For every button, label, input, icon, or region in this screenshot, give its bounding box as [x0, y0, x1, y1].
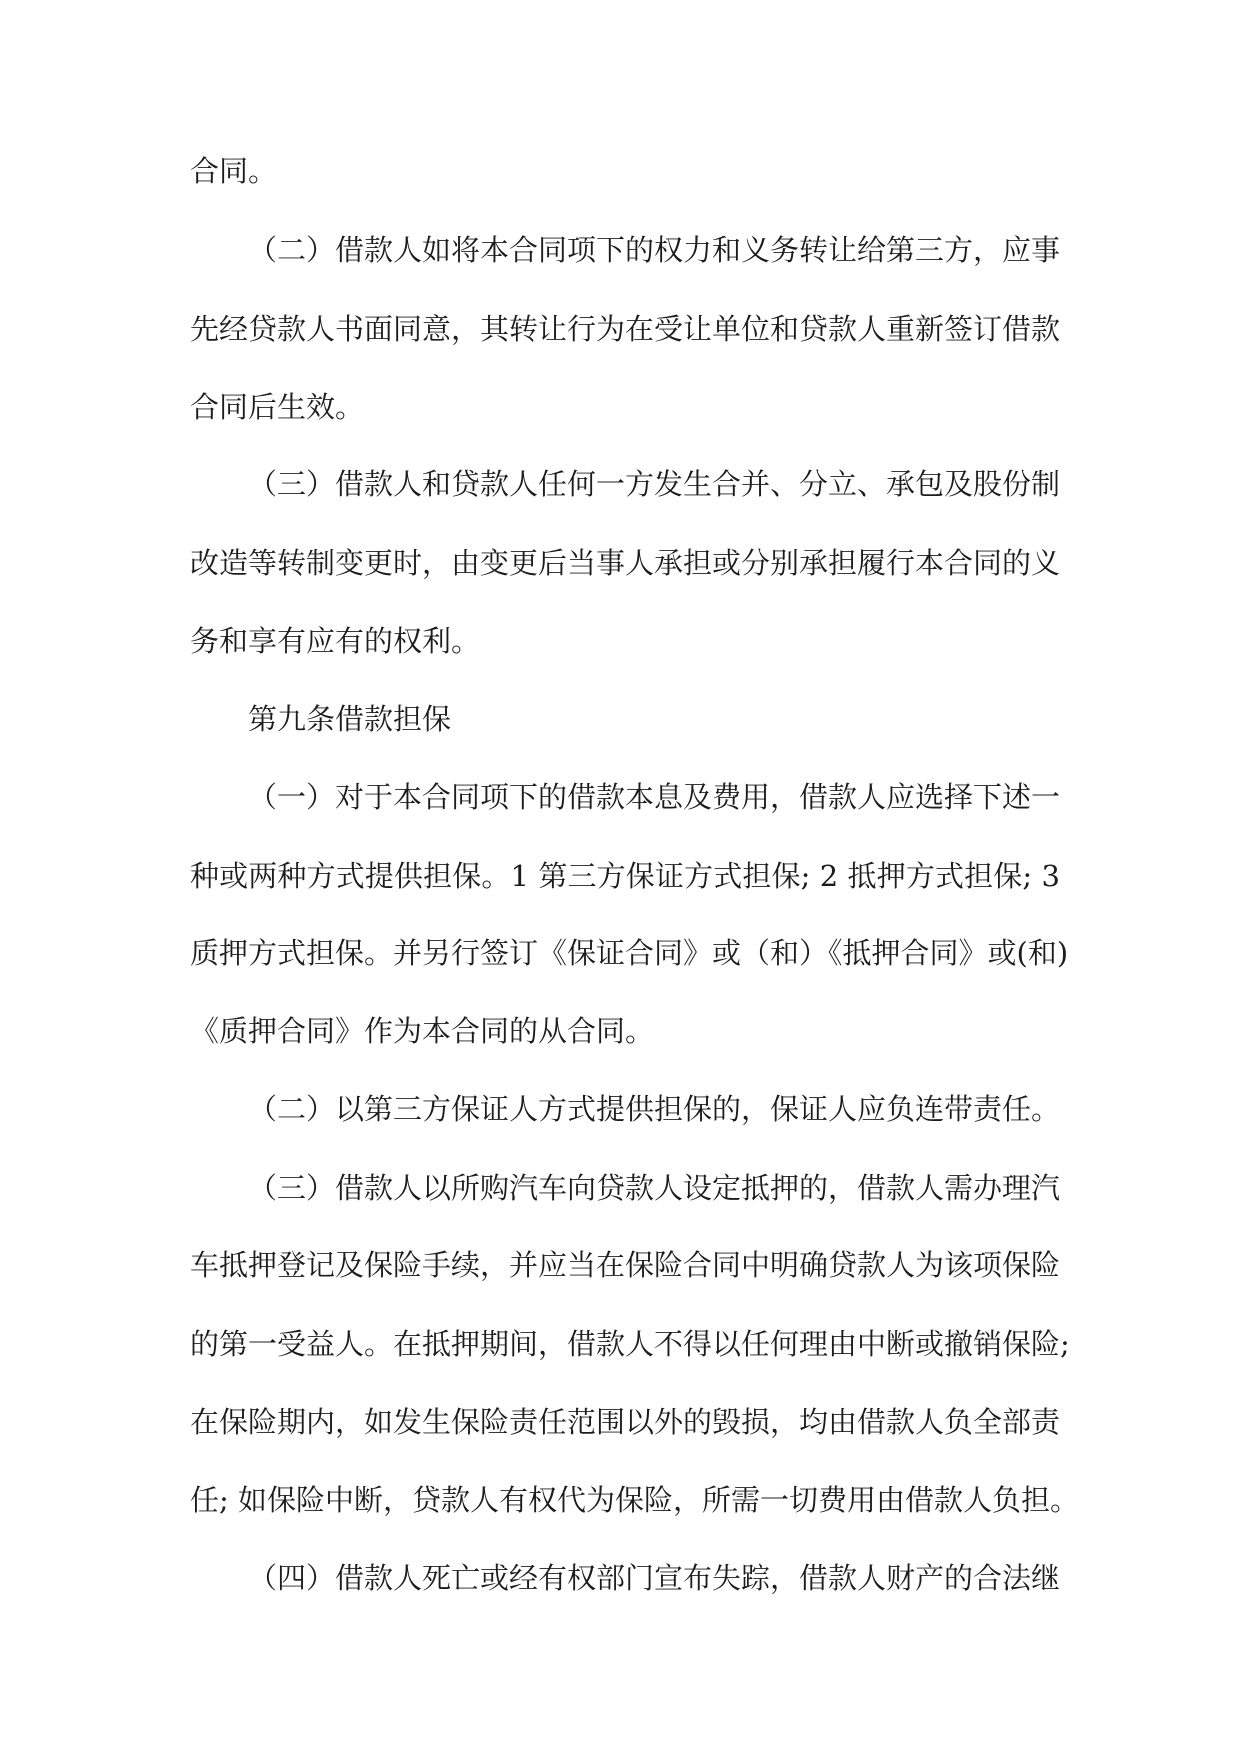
text-line: 合同后生效。 — [190, 390, 365, 424]
text-line: 改造等转制变更时，由变更后当事人承担或分别承担履行本合同的义 — [190, 546, 1061, 580]
text-line: （二）借款人如将本合同项下的权力和义务转让给第三方，应事 — [248, 233, 1061, 267]
section-heading: 第九条借款担保 — [248, 702, 452, 736]
text-line: 务和享有应有的权利。 — [190, 624, 481, 658]
text-line: 任; 如保险中断，贷款人有权代为保险，所需一切费用由借款人负担。 — [190, 1483, 1079, 1517]
text-line: 在保险期内，如发生保险责任范围以外的毁损，均由借款人负全部责 — [190, 1405, 1061, 1439]
text-line: 先经贷款人书面同意，其转让行为在受让单位和贷款人重新签订借款 — [190, 312, 1061, 346]
text-line: （三）借款人以所购汽车向贷款人设定抵押的，借款人需办理汽 — [248, 1171, 1061, 1205]
text-line: 《质押合同》作为本合同的从合同。 — [190, 1014, 655, 1048]
text-line: （一）对于本合同项下的借款本息及费用，借款人应选择下述一 — [248, 780, 1061, 814]
text-line: （二）以第三方保证人方式提供担保的，保证人应负连带责任。 — [248, 1092, 1061, 1126]
text-line: 的第一受益人。在抵押期间，借款人不得以任何理由中断或撤销保险; — [190, 1327, 1070, 1361]
text-line: 车抵押登记及保险手续，并应当在保险合同中明确贷款人为该项保险 — [190, 1248, 1061, 1282]
text-line: （三）借款人和贷款人任何一方发生合并、分立、承包及股份制 — [248, 467, 1061, 501]
text-line: 合同。 — [190, 154, 278, 188]
text-line: （四）借款人死亡或经有权部门宣布失踪，借款人财产的合法继 — [248, 1561, 1061, 1595]
text-line: 种或两种方式提供担保。1 第三方保证方式担保; 2 抵押方式担保; 3 — [190, 859, 1060, 893]
text-line: 质押方式担保。并另行签订《保证合同》或（和）《抵押合同》或(和) — [190, 936, 1069, 970]
